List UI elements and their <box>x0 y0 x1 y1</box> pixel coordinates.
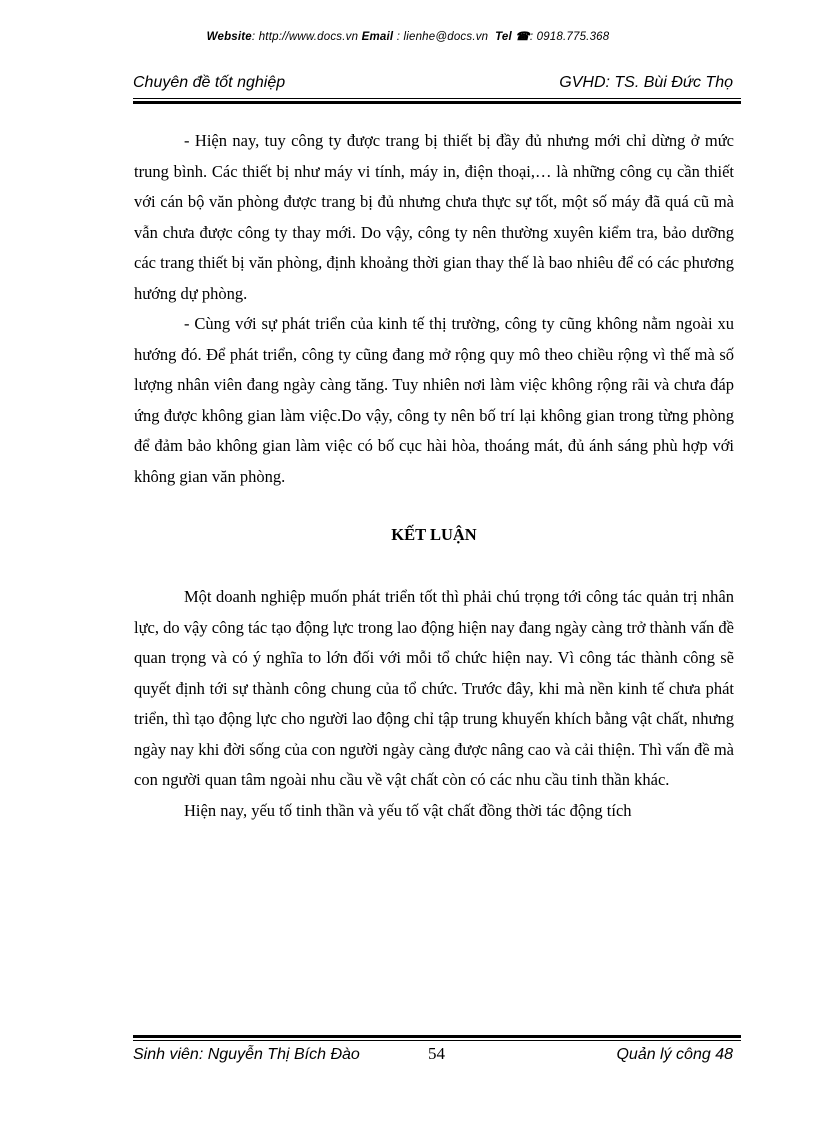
email-value: : lienhe@docs.vn <box>396 31 489 43</box>
body-paragraph: Hiện nay, yếu tố tinh thần và yếu tố vật chất đồng thời tác động tích <box>184 800 632 820</box>
phone-icon: ☎ <box>515 31 530 43</box>
running-footer <box>133 1046 733 1070</box>
page-body <box>134 126 734 826</box>
footer-rule-thin <box>133 1040 741 1041</box>
body-paragraph: - Hiện nay, tuy công ty được trang bị thiết bị đầy đủ nhưng mới chỉ dừng ở mức trung bình. Các thiết bị như máy vi tính, máy in, điện thoại,… là những công cụ cần thiết với cán bộ văn phòng được trang bị đủ nhưng chưa thực sự tốt, một số máy đã quá cũ mà vẫn chưa được công ty thay mới. Do vậy, công ty nên thường xuyên kiểm tra, bảo dưỡng các trang thiết bị văn phòng, định khoảng thời gian thay thế là bao nhiêu để có các phương hướng dự phòng. <box>134 131 734 303</box>
section-heading: KẾT LUẬN <box>391 525 477 544</box>
website-label: Website <box>206 31 252 43</box>
tel-label: Tel <box>495 31 512 43</box>
website-value: : http://www.docs.vn <box>251 31 359 43</box>
footer-class: Quản lý công 48 <box>616 1046 733 1063</box>
header-left-title: Chuyên đề tốt nghiệp <box>133 74 286 91</box>
website-contact-line <box>0 29 816 43</box>
email-label: Email <box>361 31 394 43</box>
header-rule-thick <box>133 101 741 104</box>
page-number: 54 <box>428 1044 445 1063</box>
footer-student-name: Sinh viên: Nguyễn Thị Bích Đào <box>133 1046 360 1063</box>
tel-value: : 0918.775.368 <box>529 31 610 43</box>
body-paragraph: Một doanh nghiệp muốn phát triển tốt thì phải chú trọng tới công tác quản trị nhân lực, do vậy công tác tạo động lực trong lao động hiện nay đang ngày càng trở thành vấn đề quan trọng và có ý nghĩa to lớn đối với mỗi tổ chức hiện nay. Vì công tác thành công sẽ quyết định tới sự thành công chung của tổ chức. Trước đây, khi mà nền kinh tế chưa phát triển, thì tạo động lực cho người lao động chỉ tập trung khuyến khích bằng vật chất, nhưng ngày nay khi đời sống của con người ngày càng được nâng cao và cải thiện. Thì vấn đề mà con người quan tâm ngoài nhu cầu về vật chất còn có các nhu cầu tinh thần khác. <box>134 587 734 789</box>
body-paragraph: - Cùng với sự phát triển của kinh tế thị trường, công ty cũng không nằm ngoài xu hướng đó. Để phát triển, công ty cũng đang mở rộng quy mô theo chiều rộng vì thế mà số lượng nhân viên đang ngày càng tăng. Tuy nhiên nơi làm việc không rộng rãi và chưa đáp ứng được không gian làm việc.Do vậy, công ty nên bố trí lại không gian trong từng phòng để đảm bảo không gian làm việc có bố cục hài hòa, thoáng mát, đủ ánh sáng phù hợp với không gian văn phòng. <box>134 314 734 486</box>
footer-rule-thick <box>133 1035 741 1038</box>
header-right-supervisor: GVHD: TS. Bùi Đức Thọ <box>559 74 733 91</box>
header-rule-thin <box>133 98 741 99</box>
